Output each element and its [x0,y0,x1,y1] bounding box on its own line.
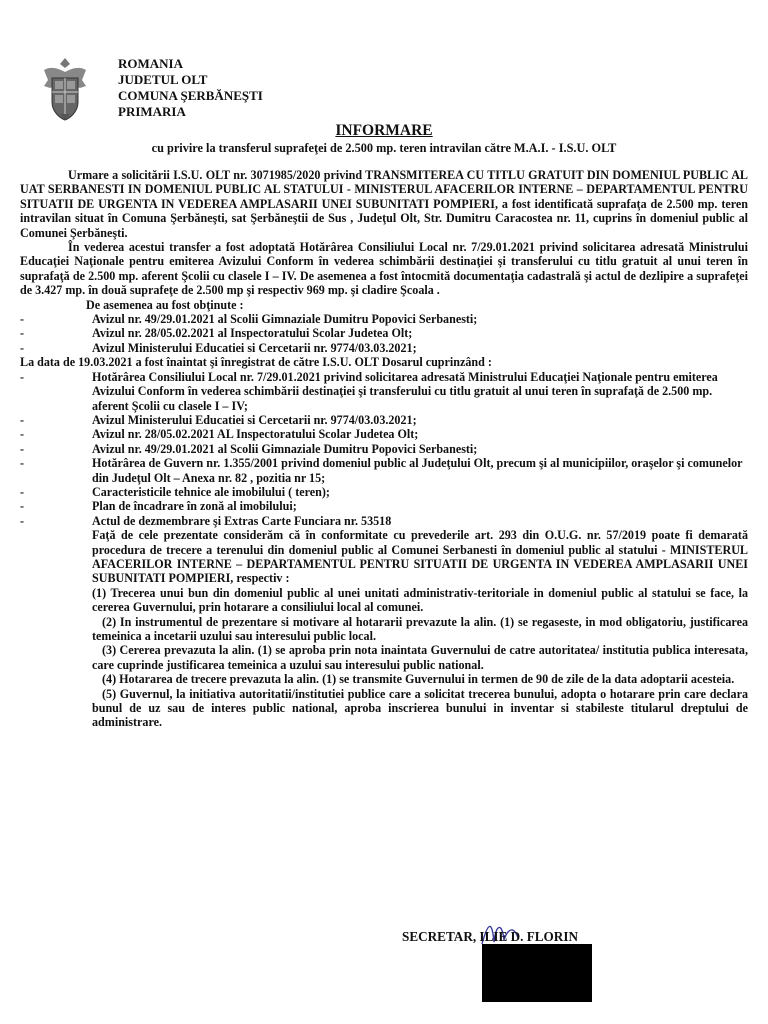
paragraph-dossier: La data de 19.03.2021 a fost înaintat şi înregistrat de către I.S.U. OLT Dosarul cuprinzând : [20,355,492,370]
bullet: - [20,484,25,499]
bullet: - [20,340,25,355]
paragraph-obtained: De asemenea au fost obţinute : [86,297,244,312]
header-commune: COMUNA ŞERBĂNEŞTI [118,88,263,103]
signature-line: SECRETAR, ILIE D. FLORIN [402,929,578,944]
list-item-text: Avizul nr. 28/05.02.2021 al Inspectoratului Scolar Judetea Olt; [92,326,413,341]
bullet: - [20,456,25,471]
institution-header [118,56,263,120]
header-county: JUDETUL OLT [118,72,208,87]
list-item [20,442,748,456]
list-item [20,326,748,340]
bullet: - [20,499,25,514]
bullet: - [20,326,25,341]
clause-2: (2) In instrumentul de prezentare si motivare al hotararii prevazute la alin. (1) se regaseste, in mod obligatoriu, justificarea temeinica a incetarii uzului sau interesului public local. [92,614,748,643]
bullet: - [20,427,25,442]
bullet: - [20,441,25,456]
list-item-text: Avizul nr. 49/29.01.2021 al Scolii Gimnaziale Dumitru Popovici Serbanesti; [92,441,478,456]
header-office: PRIMARIA [118,104,186,119]
list-item [20,485,748,499]
clause-4: (4) Hotararea de trecere prevazuta la alin. (1) se transmite Guvernului in termen de 90 de zile de la data adoptarii acesteia. [102,672,735,687]
document-title: INFORMARE [335,122,433,139]
list-item-text: Hotărârea Consiliului Local nr. 7/29.01.2021 privind solicitarea adresată Ministrului Educaţiei Naţionale pentru emiterea Avizului Conform în vederea schimbării destinaţiei şi transferului cu titlu gratuit al unui teren în suprafaţă de 2.500 mp. aferent Şcolii cu clasele I – IV; [92,369,718,413]
list-item-text: Avizul Ministerului Educatiei si Cercetarii nr. 9774/03.03.2021; [92,340,417,355]
document-body [20,168,748,730]
paragraph-conclusion: Faţă de cele prezentate considerăm că în conformitate cu prevederile art. 293 din O.U.G. nr. 57/2019 poate fi demarată procedura de trecere a terenului din domeniul public al Comunei Serbanesti în domeniul public al statului - MINISTERUL AFACERILOR INTERNE – DEPARTAMENTUL PENTRU SITUATII DE URGENTA IN VEDEREA AMPLASARII UNEI SUBUNITATI POMPIERI, respectiv : [92,528,748,586]
clause-5: (5) Guvernul, la initiativa autoritatii/institutiei publice care a solicitat trecerea bunului, adopta o hotarare prin care declara bunul de uz sau de interes public national, aproba inscrierea bunului in inventar si stabileste titularul dreptului de administrare. [92,686,748,730]
list-item [20,413,748,427]
list-item [20,456,748,485]
list-item-text: Avizul Ministerului Educatiei si Cercetarii nr. 9774/03.03.2021; [92,412,417,427]
redaction-box [482,944,592,1002]
list-item-text: Hotărârea de Guvern nr. 1.355/2001 privind domeniul public al Judeţului Olt, precum şi al municipiilor, oraşelor şi comunelor din Judeţul Olt – Anexa nr. 82 , pozitia nr 15; [92,456,743,485]
list-item [20,312,748,326]
list-item [20,427,748,441]
list-item [20,341,748,355]
clause-1: (1) Trecerea unui bun din domeniul public al unei unitati administrativ-teritoriale in domeniul public al statului se face, la cererea Guvernului, prin hotarare a consiliului local al comunei. [92,585,748,615]
list-item [20,499,748,513]
list-item-text: Avizul nr. 28/05.02.2021 AL Inspectoratului Scolar Judetea Olt; [92,427,419,442]
header-country: ROMANIA [118,56,183,71]
list-item-text: Plan de încadrare în zonă al imobilului; [92,499,297,514]
bullet: - [20,513,25,528]
bullet: - [20,412,25,427]
list-item [20,370,748,413]
bullet: - [20,369,25,384]
list-item-text: Actul de dezmembrare şi Extras Carte Funciara nr. 53518 [92,513,392,528]
list-item [20,514,748,528]
clause-3: (3) Cererea prevazuta la alin. (1) se aproba prin nota inaintata Guvernului de catre autoritatea/ institutia publica interesata, care cuprinde justificarea temeinica a uzului sau interesului public national. [92,643,748,672]
coat-of-arms-icon [40,56,90,122]
paragraph-transfer: În vederea acestui transfer a fost adoptată Hotărârea Consiliului Local nr. 7/29.01.2021 privind solicitarea adresată Ministrului Educaţiei Naţionale pentru emiterea Avizului Conform în vederea schimbării destinaţiei şi transferului cu titlu gratuit al unui teren în suprafaţă de 2.500 mp. aferent Şcolii cu clasele I – IV. De asemenea a fost întocmită documentaţia cadastrală şi actul de dezlipire a suprafeţei de 3.427 mp. în două suprafeţe de 2.500 mp şi respectiv 969 mp. şi cladire Şcoala . [20,240,748,298]
list-item-text: Caracteristicile tehnice ale imobilului ( teren); [92,484,330,499]
paragraph-request: Urmare a solicitării I.S.U. OLT nr. 3071985/2020 privind TRANSMITEREA CU TITLU GRATUIT DIN DOMENIUL PUBLIC AL UAT SERBANESTI IN DOMENIUL PUBLIC AL STATULUI - MINISTERUL AFACERILOR INTERNE – DEPARTAMENTUL PENTRU SITUATII DE URGENTA IN VEDEREA AMPLASARII UNEI SUBUNITATI POMPIERI, a fost identificată suprafaţa de 2.500 mp. teren intravilan situat în Comuna Şerbăneşti, sat Şerbăneştii de Sus , Judeţul Olt, Str. Dumitru Caracostea nr. 11, cuprins în domeniul public al Comunei Şerbăneşti. [20,168,748,240]
bullet: - [20,312,25,327]
document-subtitle: cu privire la transferul suprafeţei de 2.500 mp. teren intravilan către M.A.I. - I.S.U. OLT [151,141,617,155]
list-item-text: Avizul nr. 49/29.01.2021 al Scolii Gimnaziale Dumitru Popovici Serbanesti; [92,312,478,327]
